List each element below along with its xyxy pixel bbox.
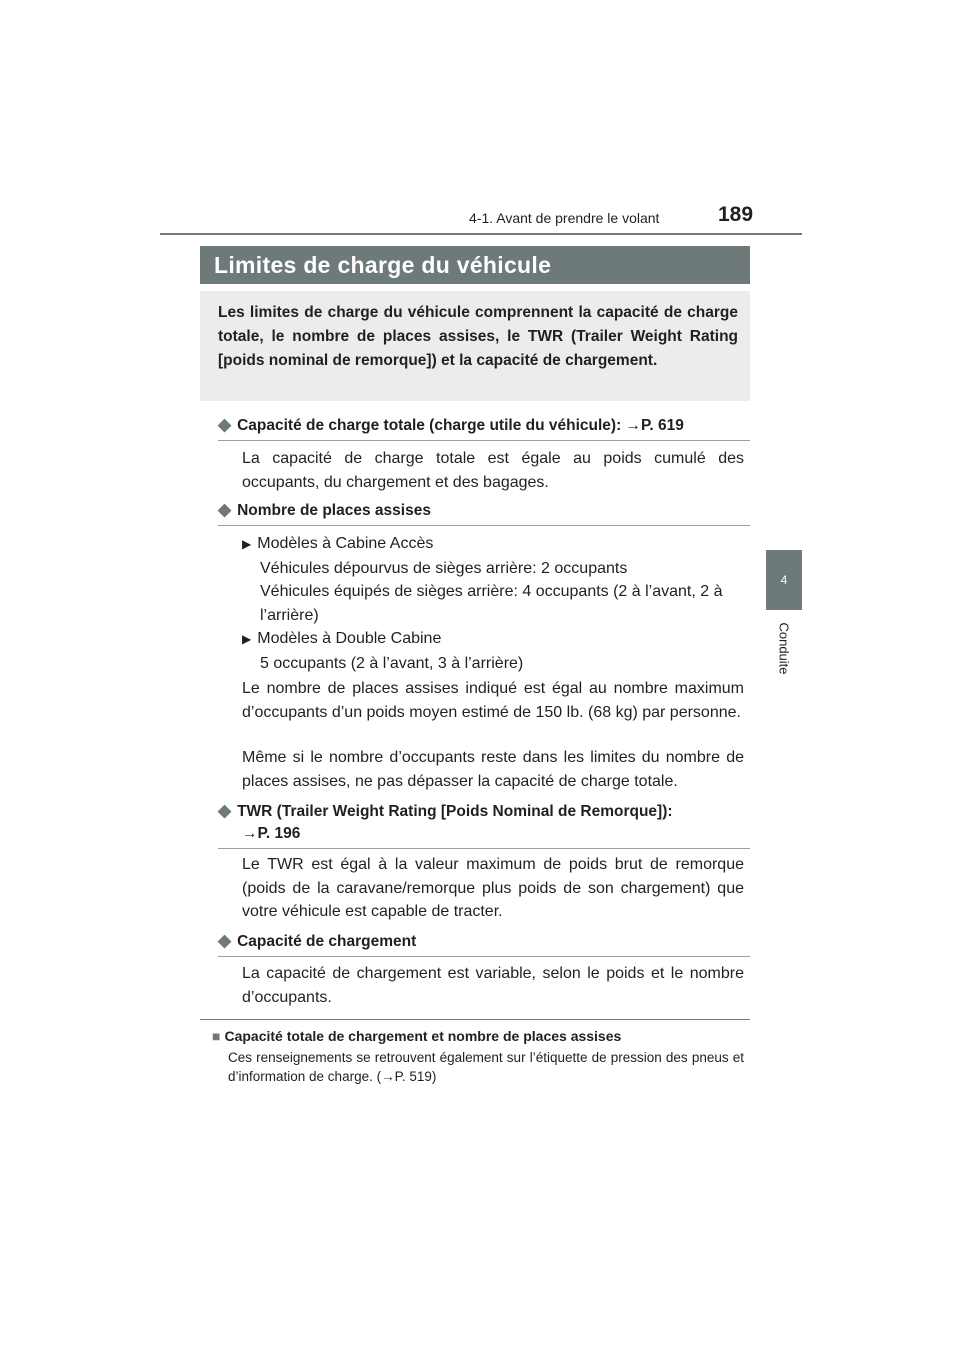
- note-text: Ces renseignements se retrouvent également sur l’étiquette de pression des pneus et d’information de charge. (→P. 519): [228, 1050, 744, 1084]
- page-title: Limites de charge du véhicule: [200, 246, 750, 284]
- bullet-line: 5 occupants (2 à l’avant, 3 à l’arrière): [260, 654, 524, 672]
- note-heading: [212, 1028, 621, 1044]
- square-bullet-icon: ■: [212, 1028, 221, 1044]
- page-reference-196: →P. 196: [242, 825, 301, 842]
- bullet-line: Véhicules équipés de sièges arrière: 4 occupants (2 à l’avant, 2 à l’arrière): [260, 583, 723, 624]
- diamond-bullet-icon: ◆: [218, 801, 232, 820]
- chapter-title: Conduite: [776, 621, 792, 675]
- diamond-bullet-icon: ◆: [218, 931, 232, 950]
- diamond-bullet-icon: ◆: [218, 415, 232, 434]
- bullet-line: Véhicules dépourvus de sièges arrière: 2 occupants: [260, 559, 628, 577]
- header-rule: [160, 233, 802, 235]
- section-heading-text: TWR (Trailer Weight Rating [Poids Nominal de Remorque]):: [237, 803, 673, 820]
- section-heading-text: Capacité de chargement: [237, 933, 417, 950]
- section-heading-text: Capacité de charge totale (charge utile du véhicule):: [237, 417, 626, 434]
- page-reference-619: →P. 619: [625, 417, 684, 434]
- intro-box: Les limites de charge du véhicule comprennent la capacité de charge totale, le nombre de places assises, le TWR (Trailer Weight Rating [poids nominal de remorque]) et la capacité de chargement.: [200, 291, 750, 401]
- paragraph-twr: Le TWR est égal à la valeur maximum de poids brut de remorque (poids de la caravane/remorque plus poids de son chargement) que votre véhicule est capable de tracter.: [242, 856, 744, 920]
- triangle-bullet-icon: ▶: [242, 537, 252, 551]
- note-heading-text: Capacité totale de chargement et nombre de places assises: [224, 1028, 622, 1044]
- note-rule: [200, 1019, 750, 1020]
- bullet-double-cab: [242, 627, 744, 675]
- section-heading-text: Nombre de places assises: [237, 502, 431, 519]
- running-header-section: 4-1. Avant de prendre le volant: [469, 210, 660, 226]
- paragraph-total-capacity: La capacité de charge totale est égale au poids cumulé des occupants, du chargement et des bagages.: [242, 450, 744, 491]
- diamond-bullet-icon: ◆: [218, 500, 232, 519]
- section-heading-cargo: [218, 930, 750, 957]
- chapter-label: [760, 618, 808, 678]
- bullet-title: Modèles à Double Cabine: [257, 630, 442, 647]
- page-number: 189: [718, 203, 754, 226]
- chapter-number: 4: [780, 573, 788, 587]
- triangle-bullet-icon: ▶: [242, 632, 252, 646]
- chapter-tab: [766, 550, 802, 610]
- paragraph-seating-1: Le nombre de places assises indiqué est égal au nombre maximum d’occupants d’un poids moyen estimé de 150 lb. (68 kg) par personne.: [242, 680, 744, 721]
- section-heading-total-capacity: [218, 414, 750, 441]
- section-heading-twr: [218, 800, 750, 849]
- paragraph-cargo: La capacité de chargement est variable, selon le poids et le nombre d’occupants.: [242, 965, 744, 1006]
- section-heading-seating: [218, 499, 750, 526]
- paragraph-seating-2: Même si le nombre d’occupants reste dans les limites du nombre de places assises, ne pas dépasser la capacité de charge totale.: [242, 749, 744, 790]
- bullet-title: Modèles à Cabine Accès: [257, 535, 434, 552]
- bullet-access-cab: [242, 532, 744, 627]
